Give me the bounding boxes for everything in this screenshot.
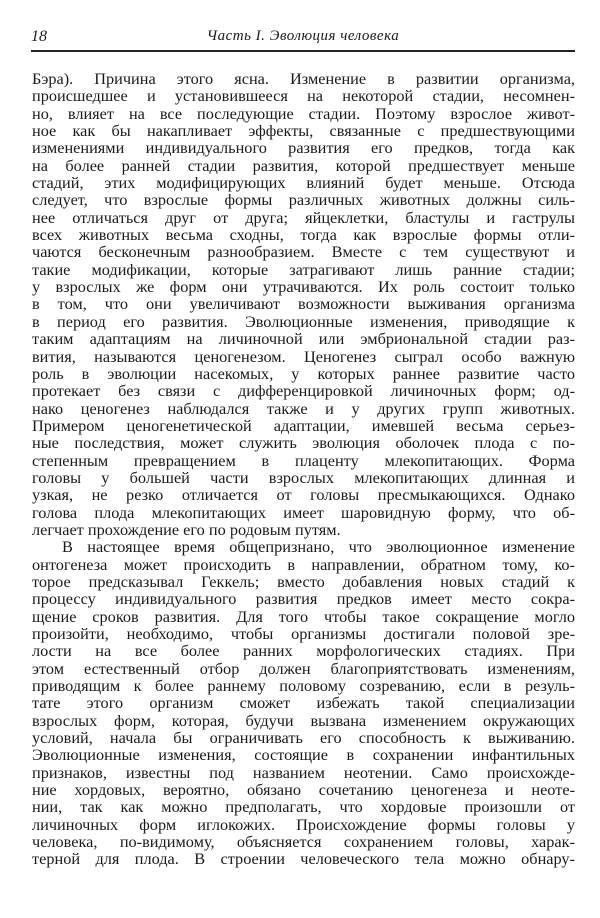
text-line: на более ранней стадии развития, которой предшествует меньше: [32, 155, 575, 175]
text-line: следует, что взрослые формы различных животных должны силь-: [32, 190, 575, 210]
text-line: узкая, не резко отличается от головы пресмыкающихся. Однако: [32, 485, 575, 505]
text-line: вития, называются ценогенезом. Ценогенез сыграл особо важную: [32, 346, 575, 366]
text-line: В настоящее время общепризнано, что эволюционное изменение: [62, 537, 575, 557]
text-line: таким адаптациям на личиночной или эмбриональной стадии раз-: [32, 329, 575, 349]
text-line: признаков, известны под названием неотении. Само происхожде-: [32, 762, 575, 782]
text-line: нако ценогенез наблюдался также и у других групп животных.: [32, 398, 575, 418]
text-line: чаются бесконечным разнообразием. Вместе с тем существуют и: [32, 242, 575, 262]
running-header: [31, 28, 575, 48]
text-line: но, влияет на все последующие стадии. Поэтому взрослое живот-: [32, 103, 575, 123]
text-line: ние хордовых, вероятно, обязано сочетанию ценогенеза и неоте-: [32, 780, 575, 800]
text-line: роль в эволюции насекомых, у которых раннее развитие часто: [32, 363, 575, 383]
text-line: онтогенеза может происходить в направлении, обратном тому, ко-: [32, 554, 575, 574]
text-line: голова плода млекопитающих имеет шаровидную форму, что об-: [32, 502, 575, 522]
running-title: Часть I. Эволюция человека: [206, 28, 400, 44]
text-line: процессу индивидуального развития предков имеет место сокра-: [32, 589, 575, 609]
text-line: этом естественный отбор должен благоприятствовать изменениям,: [32, 658, 575, 678]
text-line: головы у большей части взрослых млекопитающих длинная и: [32, 467, 575, 487]
text-line: условий, начала бы ограничивать его способность к выживанию.: [32, 728, 575, 748]
text-line: стадий, этих модифицирующих влияний будет меньше. Отсюда: [32, 173, 575, 193]
page-number: 18: [31, 28, 47, 45]
text-line: нии, так как можно предполагать, что хордовые произошли от: [32, 797, 575, 817]
text-line: протекает без связи с дифференцировкой личиночных форм; од-: [32, 381, 575, 401]
text-line: приводящим к более раннему половому созреванию, если в резуль-: [32, 676, 575, 696]
text-line: у взрослых же форм они утрачиваются. Их роль состоит только: [32, 277, 575, 297]
text-line: изменениями индивидуального развития его предков, тогда как: [32, 138, 575, 158]
body-text: [32, 70, 575, 868]
text-line: терной для плода. В строении человеческого тела можно обнару-: [32, 849, 575, 869]
text-line: степенным превращением в плаценту млекопитающих. Форма: [32, 450, 575, 470]
text-line: взрослых форм, которая, будучи вызвана изменением окружающих: [32, 710, 575, 730]
text-line: тате этого организм сможет избежать такой специализации: [32, 693, 575, 713]
text-line: личиночных форм иглокожих. Происхождение формы головы у: [32, 814, 575, 834]
text-line: Бэра). Причина этого ясна. Изменение в развитии организма,: [32, 69, 575, 88]
text-line: торое предсказывал Геккель; вместо добавления новых стадий к: [32, 571, 575, 591]
text-line: легчает прохождение его по родовым путям.: [32, 519, 341, 539]
text-line: такие модификации, которые затрагивают лишь ранние стадии;: [32, 259, 575, 279]
text-line: Эволюционные изменения, состоящие в сохранении инфантильных: [32, 745, 575, 765]
header-rule: [31, 50, 575, 52]
text-line: лости на все более ранних морфологических стадиях. При: [32, 641, 575, 661]
text-line: человека, по-видимому, объясняется сохранением головы, харак-: [32, 832, 575, 852]
text-line: в период его развития. Эволюционные изменения, приводящие к: [32, 311, 575, 331]
text-line: ные последствия, может служить эволюция оболочек плода с по-: [32, 433, 575, 453]
text-line: произойти, необходимо, чтобы организмы достигали половой зре-: [32, 624, 575, 643]
text-line: происшедшее и установившееся на некоторой стадии, несомнен-: [32, 86, 575, 106]
text-line: ное как бы накапливает эффекты, связанные с предшествующими: [32, 121, 575, 141]
text-line: щение сроков развития. Для того чтобы такое сокращение могло: [32, 606, 575, 626]
text-line: всех животных весьма сходны, тогда как взрослые формы отли-: [32, 225, 575, 245]
text-line: нее отличаться друг от друга; яйцеклетки, бластулы и гаструлы: [32, 207, 575, 227]
text-line: в том, что они увеличивают возможности выживания организма: [32, 294, 575, 314]
text-line: Примером ценогенетической адаптации, имевшей весьма серьез-: [32, 415, 575, 435]
